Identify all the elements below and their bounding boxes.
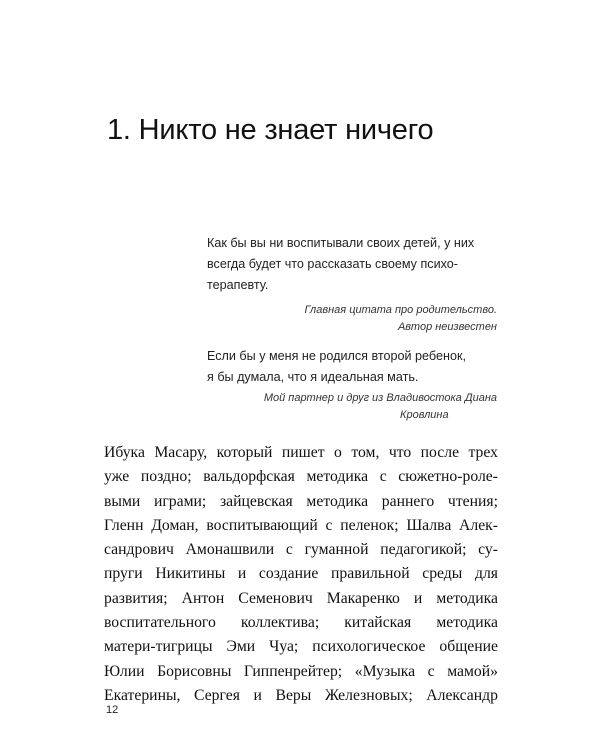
quote-line: терапевту.: [207, 278, 269, 292]
body-line: Юлии Борисовны Гиппенрейтер; «Музыка с мамой»: [104, 662, 498, 680]
epigraph-attribution: [207, 302, 497, 336]
body-line: развития; Антон Семенович Макаренко и методика: [104, 589, 498, 607]
attribution-line: Кровлина: [400, 409, 449, 421]
body-line: Екатерины, Сергея и Веры Железновых; Александр: [104, 686, 498, 704]
body-text: [104, 441, 498, 708]
attribution-line: Автор неизвестен: [397, 321, 497, 333]
body-line: Гленн Доман, воспитывающий с пеленок; Шалва Алек-: [104, 516, 498, 534]
attribution-line: Главная цитата про родительство.: [304, 304, 497, 316]
epigraph: [207, 346, 497, 424]
body-line: выми играми; зайцевская методика раннего чтения;: [104, 492, 498, 510]
body-line: матери-тигрицы Эми Чуа; психологическое общение: [104, 638, 498, 656]
body-line: воспитательного коллектива; китайская методика: [104, 614, 498, 632]
body-line: уже поздно; вальдорфская методика с сюжетно-роле-: [104, 468, 498, 486]
quote-line: всегда будет что рассказать своему психо-: [207, 257, 458, 271]
epigraph: [207, 233, 497, 336]
body-line: Ибука Масару, который пишет о том, что после трех: [104, 444, 498, 461]
body-line: пруги Никитины и создание правильной среды для: [104, 565, 498, 583]
quote-line: Как бы вы ни воспитывали своих детей, у них: [207, 236, 475, 250]
page-number: 12: [106, 704, 119, 716]
body-line: сандрович Амонашвили с гуманной педагогикой; су-: [104, 541, 498, 559]
attribution-line: Мой партнер и друг из Владивостока Диана: [263, 392, 497, 404]
epigraph-attribution: [207, 390, 497, 424]
epigraph-quote: [207, 233, 497, 296]
epigraph-quote: [207, 346, 497, 388]
chapter-title: 1. Никто не знает ничего: [107, 114, 434, 146]
quote-line: Если бы у меня не родился второй ребенок,: [207, 349, 466, 363]
quote-line: я бы думала, что я идеальная мать.: [207, 370, 419, 384]
